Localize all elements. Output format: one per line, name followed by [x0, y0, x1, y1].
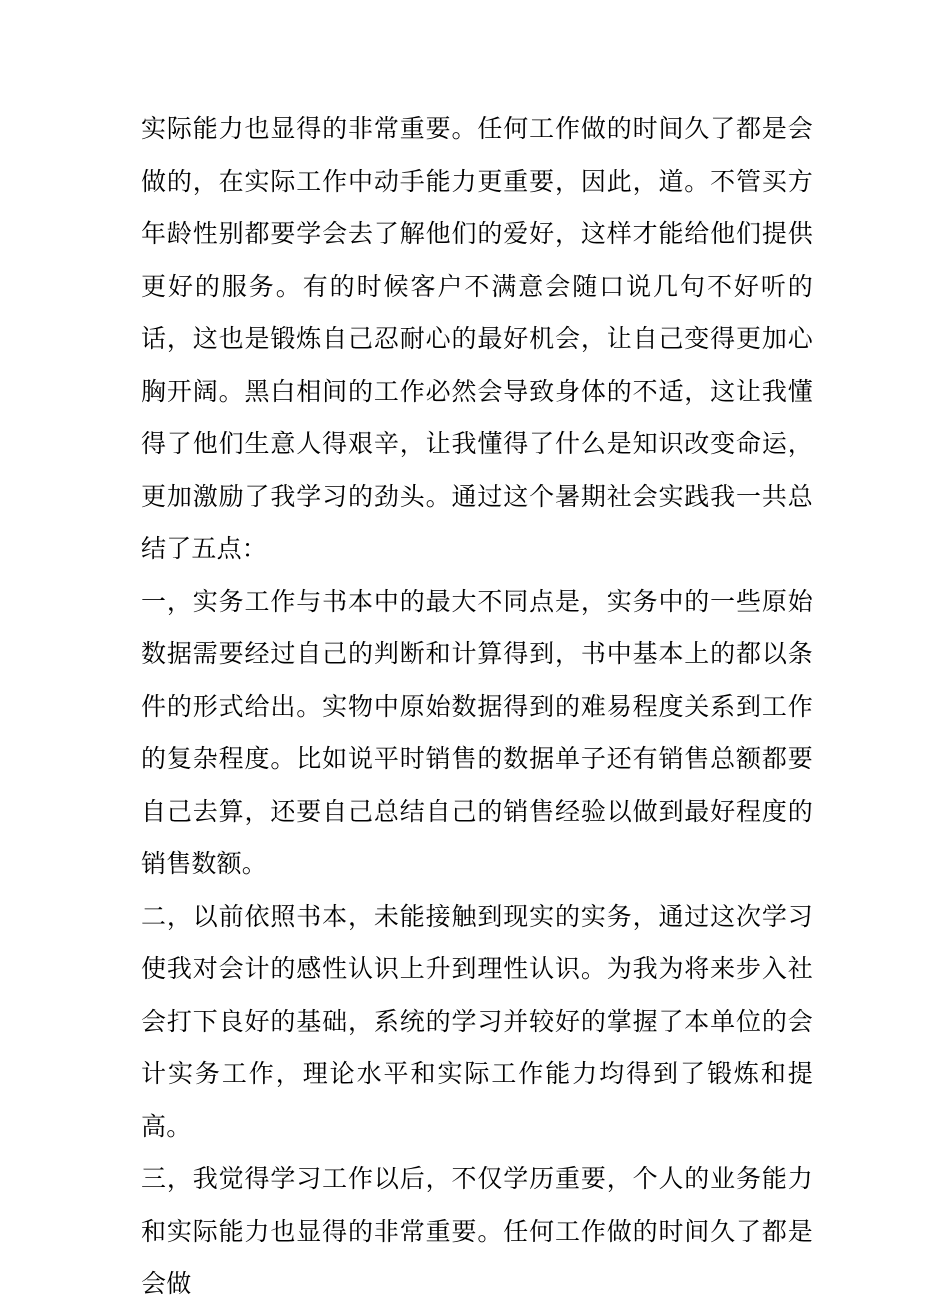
body-text: [141, 103, 813, 1311]
paragraph-point-two: 二，以前依照书本，未能接触到现实的实务，通过这次学习使我对会计的感性认识上升到理性认识。为我为将来步入社会打下良好的基础，系统的学习并较好的掌握了本单位的会计实务工作，理论水平和实际工作能力均得到了锻炼和提高。: [141, 901, 813, 1141]
paragraph-point-three: 三，我觉得学习工作以后，不仅学历重要，个人的业务能力和实际能力也显得的非常重要。任何工作做的时间久了都是会做: [141, 1164, 813, 1298]
paragraph-point-one: 一，实务工作与书本中的最大不同点是，实务中的一些原始数据需要经过自己的判断和计算得到，书中基本上的都以条件的形式给出。实物中原始数据得到的难易程度关系到工作的复杂程度。比如说平时销售的数据单子还有销售总额都要自己去算，还要自己总结自己的销售经验以做到最好程度的销售数额。: [141, 586, 813, 878]
paragraph-continuation: 实际能力也显得的非常重要。任何工作做的时间久了都是会做的，在实际工作中动手能力更重要，因此，道。不管买方年龄性别都要学会去了解他们的爱好，这样才能给他们提供更好的服务。有的时候客户不满意会随口说几句不好听的话，这也是锻炼自己忍耐心的最好机会，让自己变得更加心胸开阔。黑白相间的工作必然会导致身体的不适，这让我懂得了他们生意人得艰辛，让我懂得了什么是知识改变命运，更加激励了我学习的劲头。通过这个暑期社会实践我一共总结了五点：: [141, 114, 813, 563]
